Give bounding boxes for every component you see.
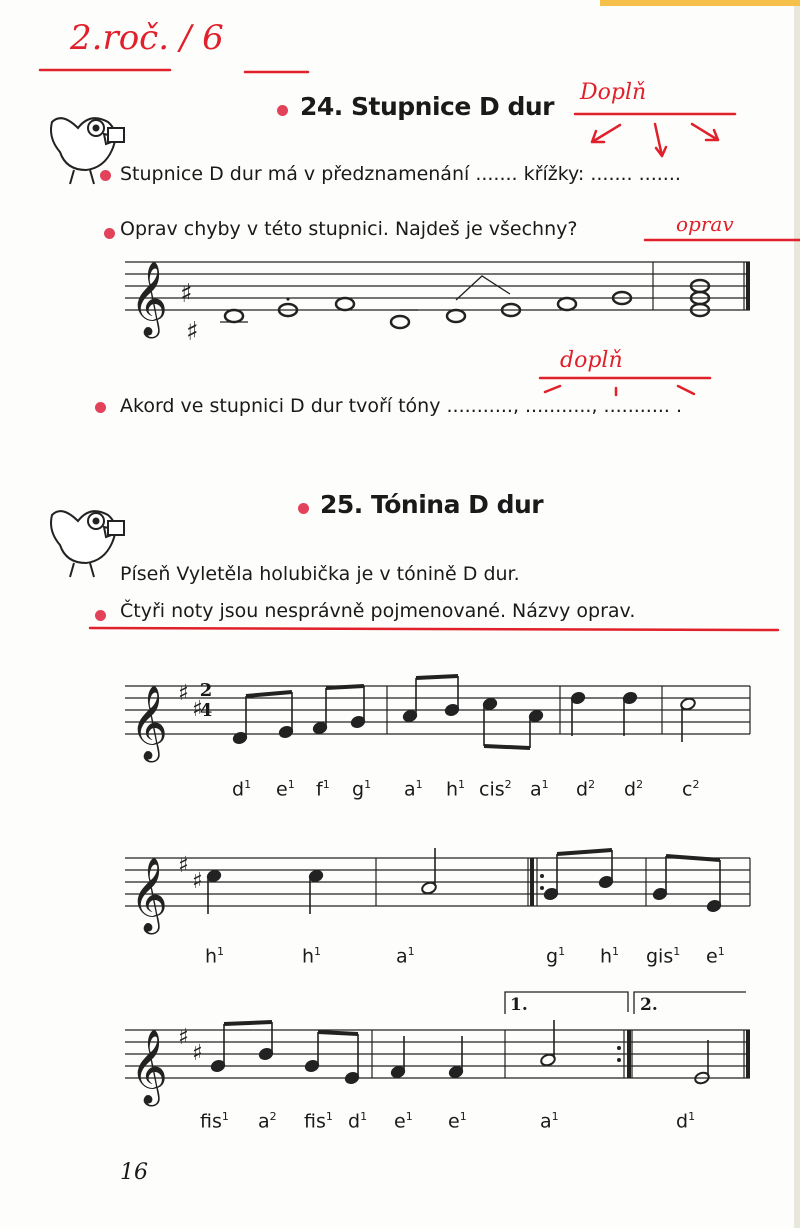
time-signature	[198, 681, 214, 721]
section-25-title: 25. Tónina D dur	[320, 490, 544, 519]
note-name: $e^1$	[706, 945, 725, 968]
svg-text:𝄞: 𝄞	[130, 858, 168, 932]
handwritten-doplň-2: doplň	[560, 348, 623, 373]
note-name: $a^1$	[540, 1110, 559, 1133]
section-24-title: 24. Stupnice D dur	[300, 92, 554, 121]
note-name: fis$^1$	[304, 1110, 333, 1133]
volta-second: 2.	[640, 995, 658, 1015]
note-name: $d^1$	[348, 1110, 368, 1133]
svg-text:♯: ♯	[186, 317, 199, 347]
note-name: $e^1$	[394, 1110, 413, 1133]
section-24-line-3: Akord ve stupnici D dur tvoří tóny ..........., ..........., ........... .	[120, 395, 683, 417]
note-name: $f^1$	[316, 778, 330, 801]
note-name: $d^2$	[576, 778, 596, 801]
handwritten-doplň-1: Doplň	[580, 80, 647, 105]
svg-text:𝄞: 𝄞	[130, 1030, 168, 1104]
svg-text:𝄞: 𝄞	[130, 686, 168, 760]
note-name: $h^1$	[600, 945, 620, 968]
note-name: $a^1$	[396, 945, 415, 968]
svg-text:♯: ♯	[180, 279, 193, 309]
note-name: $a^1$	[530, 778, 549, 801]
page-number: 16	[120, 1160, 148, 1185]
note-name: $g^1$	[546, 945, 566, 968]
note-name: $d^1$	[676, 1110, 696, 1133]
section-24-line-2: Oprav chyby v této stupnici. Najdeš je všechny?	[120, 218, 578, 240]
note-name: $d^1$	[232, 778, 252, 801]
note-name: $d^2$	[624, 778, 644, 801]
note-name: $h^1$	[205, 945, 225, 968]
svg-text:♯: ♯	[192, 869, 203, 894]
svg-text:♯: ♯	[178, 1025, 189, 1050]
note-name: fis$^1$	[200, 1110, 229, 1133]
svg-text:♯: ♯	[178, 853, 189, 878]
svg-text:♯: ♯	[178, 681, 189, 706]
section-25-line-1: Píseň Vyletěla holubička je v tónině D dur.	[120, 563, 520, 585]
note-name: $e^1$	[448, 1110, 467, 1133]
svg-text:𝄞: 𝄞	[130, 262, 168, 336]
section-24-line-1: Stupnice D dur má v předznamenání ....... křížky: ....... .......	[120, 163, 681, 185]
note-name: gis$^1$	[646, 945, 681, 968]
handwritten-oprav: oprav	[676, 212, 734, 236]
note-name: cis$^2$	[479, 778, 512, 801]
note-name: $a^1$	[404, 778, 423, 801]
note-name: $c^2$	[682, 778, 700, 801]
svg-text:♯: ♯	[192, 697, 203, 722]
section-25-line-2: Čtyři noty jsou nesprávně pojmenované. Názvy oprav.	[120, 600, 636, 622]
note-name: $h^1$	[302, 945, 322, 968]
time-signature-top: 2	[199, 680, 213, 701]
note-name: $h^1$	[446, 778, 466, 801]
note-name: $e^1$	[276, 778, 295, 801]
handwritten-top-note: 2.roč. / 6	[70, 18, 224, 58]
note-name: $a^2$	[258, 1110, 277, 1133]
svg-text:♯: ♯	[192, 1041, 203, 1066]
time-signature-bottom: 4	[199, 700, 213, 721]
volta-first: 1.	[510, 995, 528, 1015]
note-name: $g^1$	[352, 778, 372, 801]
